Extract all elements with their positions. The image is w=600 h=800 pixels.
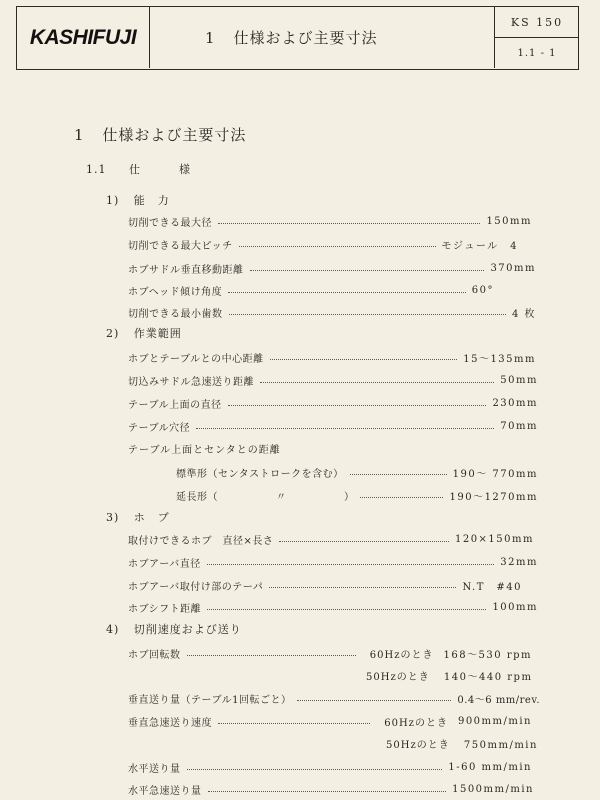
- spec-value: 120×150mm: [454, 533, 534, 545]
- leader-dots: [297, 700, 451, 701]
- spec-value: 190〜 770mm: [452, 468, 538, 480]
- header-title: [149, 7, 494, 68]
- leader-dots: [208, 791, 447, 792]
- spec-condition: 60Hzのとき: [369, 649, 434, 661]
- spec-row: [128, 531, 534, 547]
- leader-dots: [269, 587, 456, 588]
- spec-label: ホブサドル垂直移動距離: [128, 264, 244, 276]
- group-number: 1): [106, 194, 120, 207]
- spec-label: ホブ回転数: [128, 649, 181, 661]
- spec-value: 0.4〜6 mm/rev.: [457, 694, 540, 706]
- doc-code: KS 150: [495, 7, 579, 38]
- leader-dots: [218, 723, 370, 724]
- spec-row: [128, 645, 532, 661]
- leader-dots: [270, 359, 458, 360]
- spec-row: [128, 690, 540, 706]
- spec-value: 100mm: [492, 601, 538, 613]
- section-number: 1: [74, 126, 85, 144]
- spec-value: モジュール 4: [441, 240, 518, 252]
- group-title: 作業範囲: [133, 327, 182, 340]
- spec-row: [128, 577, 522, 593]
- group-title: 切削速度および送り: [133, 623, 242, 636]
- spec-label: 延長形（: [176, 491, 218, 503]
- spec-value: 750mm/min: [463, 740, 538, 751]
- section-title-text: 仕様および主要寸法: [102, 126, 247, 144]
- spec-row-continued: [386, 736, 538, 751]
- spec-condition: 50Hzのとき: [366, 672, 430, 683]
- header-title-number: 1: [205, 28, 216, 47]
- spec-row: [128, 599, 538, 615]
- spec-label: ホブアーバ直径: [128, 558, 201, 570]
- spec-label: テーブル穴径: [128, 422, 191, 434]
- spec-value: 230mm: [492, 397, 538, 409]
- leader-dots: [229, 314, 506, 315]
- spec-value: 168〜530 rpm: [443, 649, 532, 661]
- spec-label-close: ）: [344, 491, 354, 503]
- spec-label: ホブとテーブルとの中心距離: [128, 353, 264, 365]
- ditto-mark: 〃: [276, 491, 286, 503]
- spec-row: [128, 236, 518, 252]
- spec-row: [128, 349, 536, 365]
- spec-value: N.T #40: [462, 581, 522, 593]
- spec-row: [128, 213, 532, 229]
- subsection-title: [86, 161, 204, 177]
- spec-value: 70mm: [500, 420, 538, 432]
- spec-label: ホブシフト距離: [128, 603, 202, 615]
- group-number: 4): [106, 623, 120, 636]
- group-title: 能 力: [133, 194, 170, 207]
- spec-value: 370mm: [490, 262, 536, 274]
- spec-label: 水平急速送り量: [128, 785, 202, 797]
- spec-row: [128, 759, 532, 775]
- spec-value: 140〜440 rpm: [443, 672, 533, 683]
- spec-value: 1500mm/min: [452, 783, 534, 795]
- leader-dots: [207, 564, 495, 565]
- spec-row: [176, 487, 538, 503]
- spec-label: 切込みサドル急速送り距離: [128, 376, 254, 388]
- leader-dots: [207, 609, 486, 610]
- spec-condition: 60Hzのとき: [384, 717, 448, 729]
- spec-value: 1-60 mm/min: [448, 761, 532, 773]
- spec-label: 垂直急速送り速度: [128, 717, 212, 729]
- leader-dots: [218, 223, 480, 224]
- spec-row: [128, 304, 536, 320]
- leader-dots: [360, 497, 443, 498]
- spec-row: [128, 282, 494, 298]
- spec-label: ホブヘッド傾け角度: [128, 286, 223, 298]
- spec-row: [176, 464, 538, 480]
- spec-label: 切削できる最小歯数: [128, 308, 223, 320]
- leader-dots: [350, 474, 447, 475]
- group-number: 2): [106, 327, 120, 340]
- group-heading-hob: [106, 509, 170, 525]
- spec-value: 50mm: [500, 374, 538, 386]
- spec-label: 取付けできるホブ 直径×長さ: [128, 535, 274, 547]
- leader-dots: [187, 655, 356, 656]
- spec-label: 水平送り量: [128, 763, 181, 775]
- group-number: 3): [106, 511, 120, 524]
- spec-value: 60°: [471, 284, 494, 296]
- subsection-title-text: 仕 様: [129, 163, 204, 176]
- spec-row-continued: [366, 668, 532, 683]
- section-title: [74, 124, 246, 145]
- group-heading-capacity: [106, 192, 170, 208]
- spec-value: 190〜1270mm: [449, 491, 538, 503]
- spec-label: テーブル上面の直径: [128, 399, 222, 411]
- group-title: ホ ブ: [133, 511, 170, 524]
- leader-dots: [187, 769, 443, 770]
- spec-row: [128, 372, 538, 388]
- company-logo: KASHIFUJI: [17, 7, 150, 68]
- spec-row: [128, 554, 538, 570]
- spec-row: [128, 395, 538, 411]
- title-block: [16, 6, 579, 70]
- spec-row: [128, 781, 534, 797]
- spec-row: [128, 260, 536, 276]
- spec-condition: 50Hzのとき: [386, 740, 450, 751]
- spec-label: 標準形（センタストロークを含む）: [176, 468, 344, 480]
- spec-label: 切削できる最大径: [128, 217, 212, 229]
- leader-dots: [239, 246, 436, 247]
- spec-label: 切削できる最大ピッチ: [128, 240, 233, 252]
- spec-row: [128, 418, 538, 434]
- spec-value: 150mm: [486, 215, 532, 227]
- spec-value: 4 枚: [511, 308, 536, 320]
- header-title-text: 仕様および主要寸法: [233, 29, 378, 47]
- doc-code-block: [494, 7, 579, 68]
- subsection-number: 1.1: [86, 163, 107, 176]
- spec-label-center-distance: テーブル上面とセンタとの距離: [128, 445, 281, 456]
- leader-dots: [228, 405, 487, 406]
- spec-value: 32mm: [500, 556, 538, 568]
- spec-label: 垂直送り量（テーブル1回転ごと）: [128, 694, 292, 706]
- spec-value: 15〜135mm: [463, 353, 536, 365]
- group-heading-speed-feed: [106, 621, 242, 637]
- page-code: 1.1 - 1: [517, 47, 557, 59]
- leader-dots: [228, 292, 466, 293]
- spec-row: [128, 713, 532, 729]
- leader-dots: [279, 541, 449, 542]
- leader-dots: [250, 270, 485, 271]
- leader-dots: [260, 382, 494, 383]
- group-heading-work-range: [106, 325, 182, 341]
- spec-value: 900mm/min: [457, 715, 532, 727]
- leader-dots: [196, 428, 494, 429]
- spec-label: ホブアーバ取付け部のテーパ: [128, 581, 264, 593]
